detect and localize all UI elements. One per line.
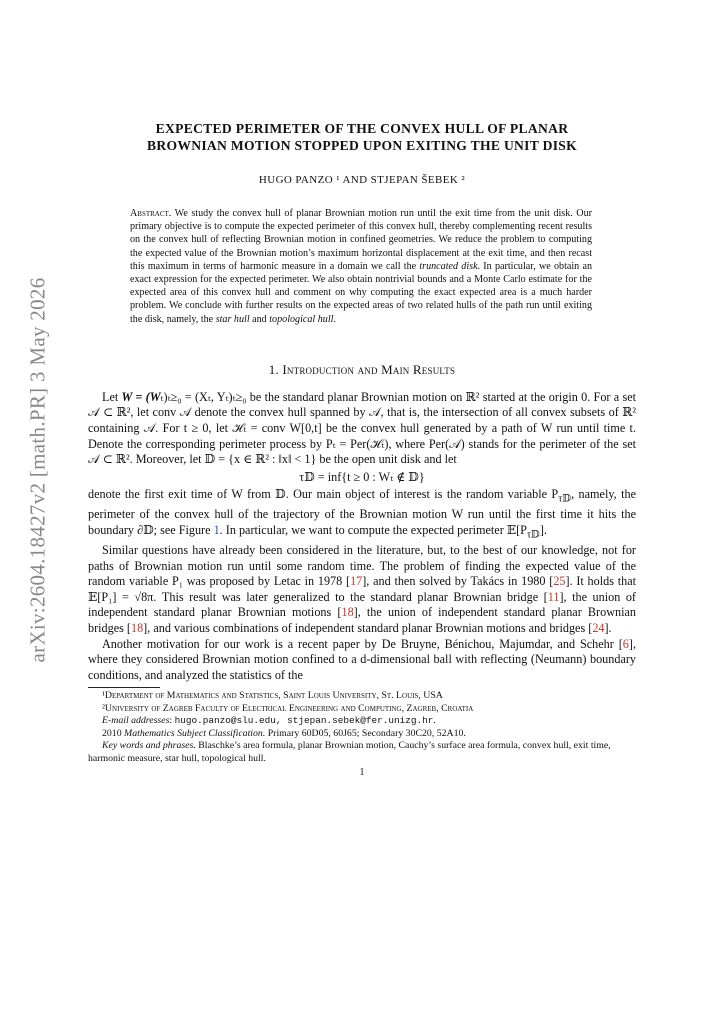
msc-prefix: 2010 (102, 727, 125, 739)
email-end: . (433, 715, 436, 727)
p1-text-a: Let (102, 389, 122, 404)
email-line: E-mail addresses: hugo.panzo@slu.edu, stjepan.sebek@fer.unizg.hr. (102, 715, 436, 727)
footnote-rule (88, 687, 160, 688)
title-line-2: BROWNIAN MOTION STOPPED UPON EXITING THE UNIT DISK (146, 138, 578, 153)
keywords-label: Key words and phrases. (102, 740, 196, 752)
email-addresses[interactable]: hugo.panzo@slu.edu, stjepan.sebek@fer.unizg.hr (174, 715, 434, 727)
citation-18[interactable]: 18 (341, 605, 354, 620)
section-heading (88, 362, 636, 378)
abstract-label: Abstract. (130, 208, 172, 219)
p2-subscript: τ𝔻 (558, 493, 572, 505)
abstract-emphasis-1: truncated disk (419, 260, 478, 272)
arxiv-stamp-text: arXiv:2604.18427v2 [math.PR] 3 May 2026 (25, 277, 50, 663)
citation-17[interactable]: 17 (350, 574, 363, 589)
p3-text-d: ], the union of independent standard planar Brownian motions [ (88, 589, 636, 620)
footnote-1: ¹Department of Mathematics and Statistics, Saint Louis University, St. Louis, USA (102, 690, 443, 702)
citation-18-b[interactable]: 18 (130, 621, 144, 636)
p2-text-c: . In particular, we want to compute the expected perimeter 𝔼[P (219, 523, 527, 538)
paragraph-2 (88, 487, 636, 543)
paragraph-4 (88, 637, 636, 684)
citation-24[interactable]: 24 (592, 621, 605, 636)
abstract-emphasis-2: star hull (215, 313, 250, 325)
paragraph-3 (88, 543, 636, 637)
title-line-1: EXPECTED PERIMETER OF THE CONVEX HULL OF PLANAR (155, 121, 569, 136)
abstract-emphasis-3: topological hull (269, 313, 334, 325)
citation-25[interactable]: 25 (553, 574, 566, 589)
paragraph-1 (88, 390, 636, 468)
authors: HUGO PANZO ¹ AND STJEPAN ŠEBEK ² (258, 174, 466, 186)
p1-text-c: ₜ)ₜ≥₀ = (Xₜ, Yₜ)ₜ≥₀ be the standard planar Brownian motion on ℝ² started at the origin 0. For a set 𝒜 ⊂ ℝ², let conv 𝒜 denote the convex hull spanned by 𝒜, that is, the intersection of all convex subsets of ℝ² containing 𝒜. For t ≥ 0, let ℋₜ = conv W[0,t] be the convex hull generated by a path of W run until time t. Denote the corresponding perimeter process by Pₜ = Per(ℋₜ), where Per(𝒜) stands for the perimeter of the set 𝒜 ⊂ ℝ². Moreover, let 𝔻 = {x ∈ ℝ² : ‖x‖ < 1} be the open unit disk and let (88, 389, 636, 467)
citation-11[interactable]: 11 (547, 589, 560, 604)
body-text (88, 390, 636, 684)
section-number: 1. (268, 361, 279, 377)
abstract (130, 207, 592, 326)
msc-line (88, 728, 636, 741)
p3-text-c: ]. It holds that 𝔼[P₁] = √8π. This result was later generalized to the standard planar Brownian bridge [ (88, 574, 636, 604)
citation-6[interactable]: 6 (622, 636, 629, 651)
p4-text-b: ], where they considered Brownian motion confined to a d-dimensional ball with reflecting (Neumann) boundary conditions, and analyzed the statistics of the (88, 636, 636, 682)
arxiv-stamp (20, 250, 56, 690)
p1-text-b: W = (W (121, 389, 161, 404)
p2-text-b: , namely, the perimeter of the convex hull of the trajectory of the Brownian motion W run until the first time it hits the boundary ∂𝔻; see Figure (88, 487, 636, 538)
paper-title (88, 120, 636, 154)
msc-text: Primary 60D05, 60J65; Secondary 30C20, 52A10. (265, 727, 466, 739)
footnote-2: ²University of Zagreb Faculty of Electrical Engineering and Computing, Zagreb, Croatia (102, 702, 474, 714)
p4-text-a: Another motivation for our work is a recent paper by De Bruyne, Bénichou, Majumdar, and Schehr [ (102, 636, 623, 651)
section-title: Introduction and Main Results (282, 361, 456, 377)
p3-text-e: ], the union of independent standard planar Brownian bridges [ (88, 605, 636, 636)
p3-text-f: ], and various combinations of independent standard planar Brownian motions and bridges [ (143, 621, 593, 636)
footnotes (88, 690, 636, 765)
p3-text-a: Similar questions have already been considered in the literature, but, to the best of our knowledge, not for paths of Brownian motion run until some random time. The problem of finding the expected value of the random variable P₁ was proposed by Letac in 1978 [ (88, 543, 636, 589)
abstract-text-1: We study the convex hull of planar Brownian motion run until the exit time from the unit disk. Our primary objective is to compute the expected perimeter of this convex hull, thereby complementing recent results on the convex hull of reflecting Brownian motion in confined geometries. We reduce the problem to computing the expected value of the Brownian motion’s maximum horizontal displacement at the exit time, and then recast this maximum in terms of harmonic measure in a domain we call the (130, 208, 592, 272)
figure-1-link[interactable]: 1 (213, 523, 220, 538)
keywords-line (88, 740, 636, 765)
abstract-text-3: and (249, 313, 270, 325)
page-number: 1 (359, 767, 365, 779)
p2-subscript-2: τ𝔻 (526, 529, 540, 541)
keywords-text: Blaschke’s area formula, planar Brownian motion, Cauchy’s surface area formula, convex hull, exit time, harmonic measure, star hull, topological hull. (88, 740, 611, 764)
display-equation: τ𝔻 = inf{t ≥ 0 : Wₜ ∉ 𝔻} (299, 469, 425, 484)
abstract-text-2: . In particular, we obtain an exact expression for the expected perimeter. We also obtain nontrivial bounds and a Monte Carlo estimate for the expected area of this convex hull and comment on why computing the exact expected area is a much harder problem. We conclude with further results on the expected areas of two related hulls of the path run until exiting the disk, namely, the (130, 260, 592, 325)
email-label: E-mail addresses (102, 715, 170, 727)
p2-text-d: ]. (539, 523, 547, 538)
p3-text-g: ]. (604, 621, 612, 636)
abstract-text-4: . (333, 313, 336, 325)
p3-text-b: ], and then solved by Takács in 1980 [ (362, 574, 554, 589)
msc-label: Mathematics Subject Classification. (124, 727, 266, 739)
p2-text-a: denote the first exit time of W from 𝔻. Our main object of interest is the random variable P (88, 487, 559, 502)
paper-page (88, 120, 636, 778)
